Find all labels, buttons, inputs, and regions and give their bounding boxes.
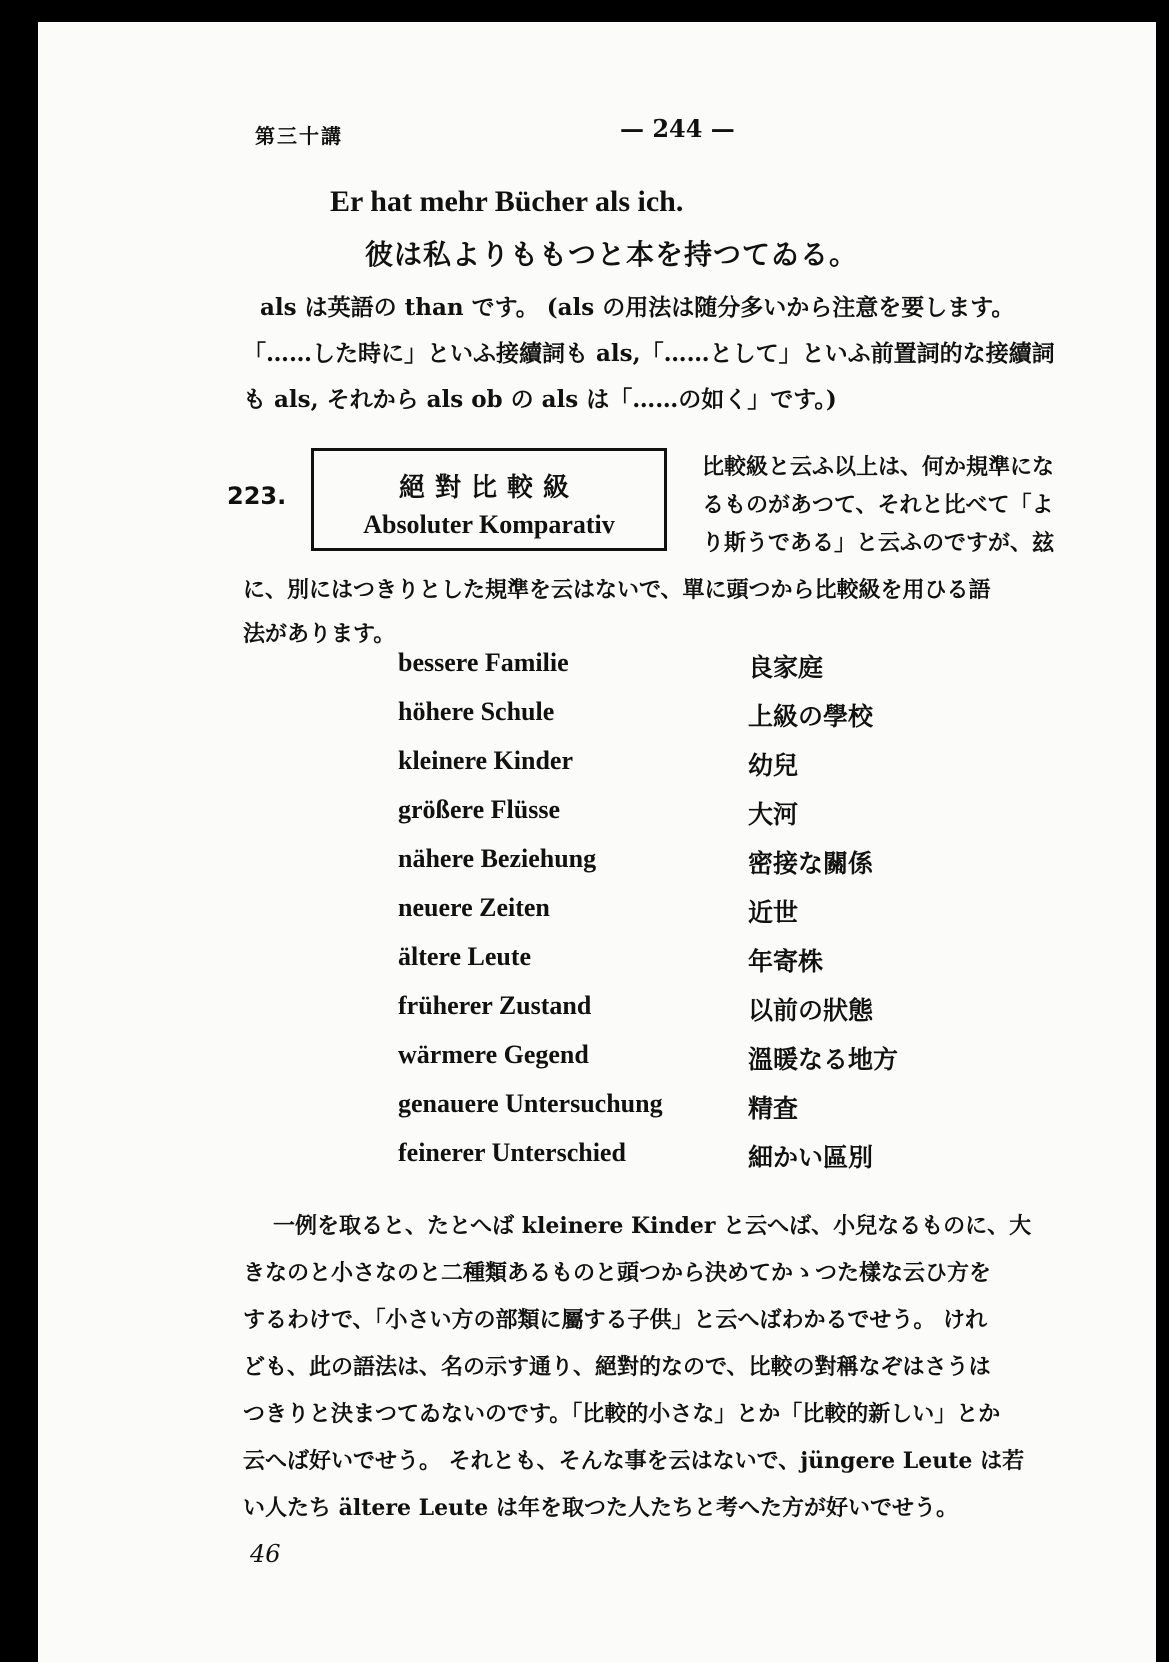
german-term: höhere Schule — [398, 697, 555, 726]
text-line: きなのと小さなのと二種類あるものと頭つから決めてかゝつた樣な云ひ方を — [243, 1260, 992, 1286]
section-intro — [702, 448, 1092, 562]
text-line: 法があります。 — [243, 621, 396, 647]
japanese-term: 密接な關係 — [748, 849, 874, 878]
german-term: wärmere Gegend — [398, 1040, 589, 1069]
section-title-japanese: 絕對比較級 — [398, 473, 579, 503]
vocabulary-list — [398, 648, 958, 1187]
german-term: neuere Zeiten — [398, 893, 550, 922]
text-line: 「……した時に」といふ接續詞も als,「……として」といふ前置詞的な接續詞 — [243, 340, 1055, 367]
list-item — [398, 1089, 958, 1138]
text-line: に、別にはつきりとした規準を云はないで、單に頭つから比較級を用ひる語 — [243, 577, 991, 603]
list-item — [398, 1040, 958, 1089]
list-item — [398, 942, 958, 991]
text-line: als は英語の than です。 (als の用法は随分多いから注意を要します。 — [260, 294, 1015, 321]
german-term: genauere Untersuchung — [398, 1089, 663, 1118]
japanese-term: 溫暖なる地方 — [748, 1045, 899, 1074]
text-line: も als, それから als ob の als は「……の如く」です。) — [243, 386, 837, 413]
text-line: り斯うである」と云ふのですが、玆 — [702, 530, 1055, 556]
text-line: ども、此の語法は、名の示す通り、絕對的なので、比較の對稱なぞはさうは — [243, 1354, 991, 1380]
german-term: kleinere Kinder — [398, 746, 574, 775]
list-item — [398, 746, 958, 795]
german-term: größere Flüsse — [398, 795, 560, 824]
list-item — [398, 648, 958, 697]
section-intro-continued — [243, 568, 1103, 656]
section-title-german: Absoluter Komparativ — [363, 510, 615, 539]
text-line: るものがあつて、それと比べて「よ — [702, 492, 1054, 518]
japanese-term: 大河 — [748, 800, 799, 829]
german-term: ältere Leute — [398, 942, 532, 971]
japanese-term: 精査 — [748, 1094, 799, 1123]
list-item — [398, 991, 958, 1040]
list-item — [398, 697, 958, 746]
japanese-term: 良家庭 — [748, 653, 824, 682]
japanese-term: 年寄株 — [748, 947, 824, 976]
example-german: Er hat mehr Bücher als ich. — [330, 185, 684, 218]
german-term: bessere Familie — [398, 648, 569, 677]
footer-page-number: 46 — [250, 1540, 281, 1568]
section-title-box — [311, 448, 667, 551]
german-term: nähere Beziehung — [398, 844, 597, 873]
list-item — [398, 893, 958, 942]
list-item — [398, 1138, 958, 1187]
japanese-term: 近世 — [748, 898, 799, 927]
japanese-term: 上級の學校 — [748, 702, 874, 731]
text-line: するわけで、「小さい方の部類に屬する子供」と云へばわかるでせう。 けれ — [243, 1307, 988, 1333]
chapter-heading: 第三十講 — [255, 124, 343, 148]
paragraph-explanation — [243, 1203, 1103, 1532]
german-term: feinerer Unterschied — [398, 1138, 626, 1167]
japanese-term: 以前の狀態 — [748, 996, 874, 1025]
example-japanese: 彼は私よりももつと本を持つてゐる。 — [365, 238, 859, 271]
german-term: früherer Zustand — [398, 991, 592, 1020]
text-line: 云へば好いでせう。 それとも、そんな事を云はないで、jüngere Leute は若 — [243, 1448, 1025, 1474]
text-line: つきりと決まつてゐないのです。「比較的小さな」とか「比較的新しい」とか — [243, 1401, 1001, 1427]
list-item — [398, 844, 958, 893]
japanese-term: 幼兒 — [748, 751, 799, 780]
section-number: 223. — [227, 482, 287, 510]
paragraph-als — [243, 285, 1093, 423]
list-item — [398, 795, 958, 844]
text-line: 一例を取ると、たとへば kleinere Kinder と云へば、小兒なるものに、大 — [273, 1213, 1032, 1239]
japanese-term: 細かい區別 — [748, 1143, 874, 1172]
text-line: い人たち ältere Leute は年を取つた人たちと考へた方が好いでせう。 — [243, 1495, 958, 1521]
page-number: — 244 — — [620, 114, 735, 143]
text-line: 比較級と云ふ以上は、何か規準にな — [702, 454, 1055, 480]
